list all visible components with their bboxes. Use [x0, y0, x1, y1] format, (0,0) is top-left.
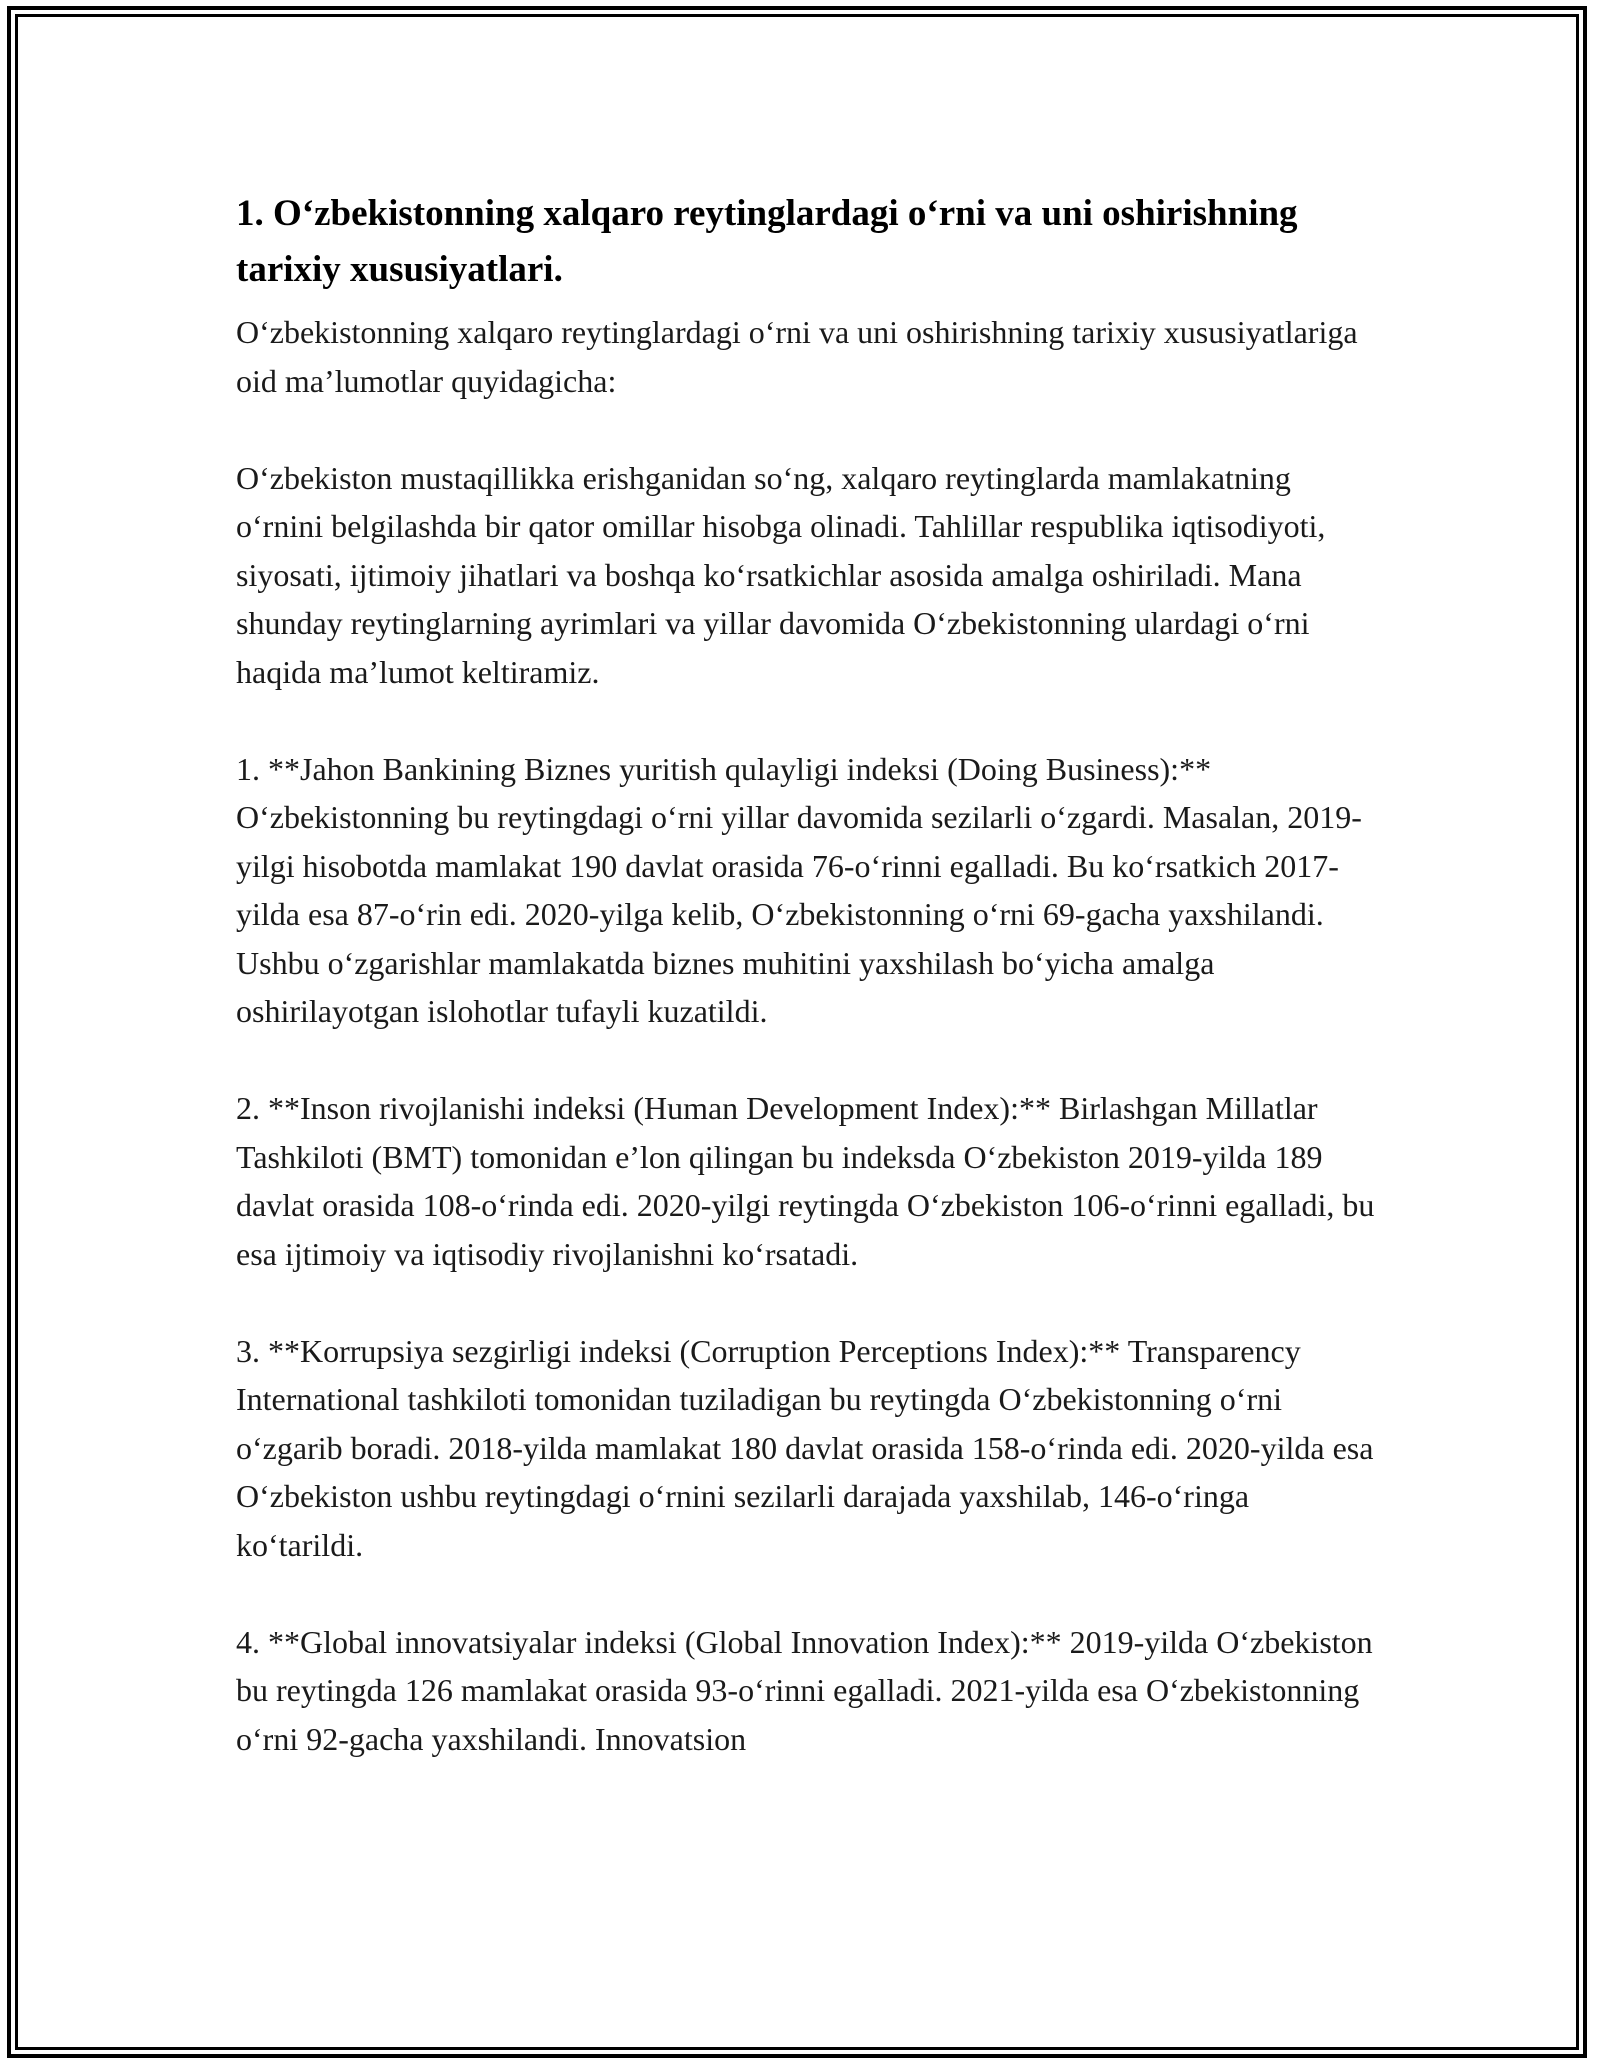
context-paragraph: O‘zbekiston mustaqillikka erishganidan so‘ng, xalqaro reytinglarda mamlakatning o‘rnini belgilashda bir qator omillar hisobga olinadi. Tahlillar respublika iqtisodiyoti, siyosati, ijtimoiy jihatlari va boshqa ko‘rsatkichlar asosida amalga oshiriladi. Mana shunday reytinglarning ayrimlari va yillar davomida O‘zbekistonning ulardagi o‘rni haqida ma’lumot keltiramiz. — [236, 459, 1326, 690]
doing-business-paragraph: 1. **Jahon Bankining Biznes yuritish qulayligi indeksi (Doing Business):** O‘zbekistonning bu reytingdagi o‘rni yillar davomida sezilarli o‘zgardi. Masalan, 2019-yilgi hisobotda mamlakat 190 davlat orasida 76-o‘rinni egalladi. Bu ko‘rsatkich 2017-yilda esa 87-o‘rin edi. 2020-yilga kelib, O‘zbekistonning o‘rni 69-gacha yaxshilandi. Ushbu o‘zgarishlar mamlakatda biznes muhitini yaxshilash bo‘yicha amalga oshirilayotgan islohotlar tufayli kuzatildi. — [236, 750, 1362, 1029]
hdi-paragraph: 2. **Inson rivojlanishi indeksi (Human Development Index):** Birlashgan Millatlar Tashkiloti (BMT) tomonidan e’lon qilingan bu indeksda O‘zbekiston 2019-yilda 189 davlat orasida 108-o‘rinda edi. 2020-yilgi reytingda O‘zbekiston 106-o‘rinni egalladi, bu esa ijtimoiy va iqtisodiy rivojlanishni ko‘rsatadi. — [236, 1090, 1375, 1272]
document-body — [236, 186, 1376, 1812]
section-heading: 1. O‘zbekistonning xalqaro reytinglardagi o‘rni va uni oshirishning tarixiy xususiyatlari. — [236, 193, 1298, 290]
cpi-paragraph: 3. **Korrupsiya sezgirligi indeksi (Corruption Perceptions Index):** Transparency International tashkiloti tomonidan tuziladigan bu reytingda O‘zbekistonning o‘rni o‘zgarib boradi. 2018-yilda mamlakat 180 davlat orasida 158-o‘rinda edi. 2020-yilda esa O‘zbekiston ushbu reytingdagi o‘rnini sezilarli darajada yaxshilab, 146-o‘ringa ko‘tarildi. — [236, 1332, 1374, 1563]
intro-paragraph: O‘zbekistonning xalqaro reytinglardagi o‘rni va uni oshirishning tarixiy xususiyatlariga oid ma’lumotlar quyidagicha: — [236, 314, 1358, 399]
gii-paragraph: 4. **Global innovatsiyalar indeksi (Global Innovation Index):** 2019-yilda O‘zbekiston bu reytingda 126 mamlakat orasida 93-o‘rinni egalladi. 2021-yilda esa O‘zbekistonning o‘rni 92-gacha yaxshilandi. Innovatsion — [236, 1623, 1373, 1757]
